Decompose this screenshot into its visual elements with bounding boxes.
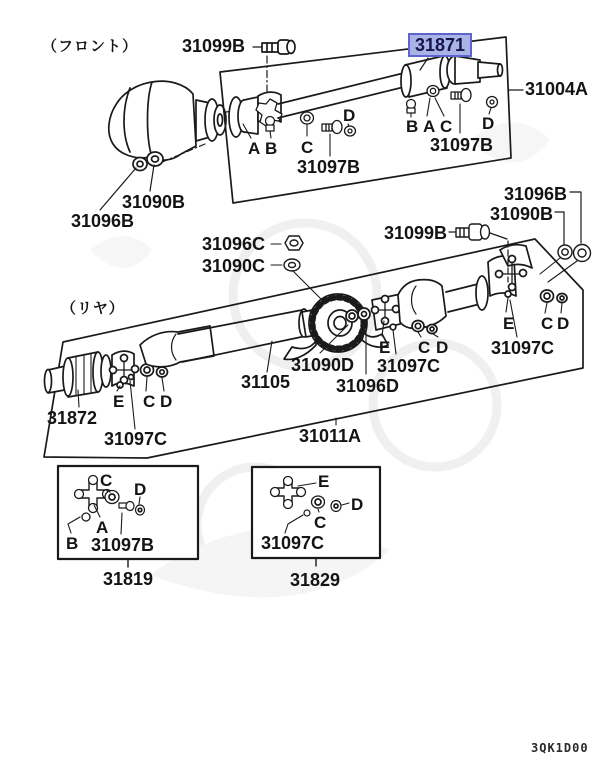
ref-letter-d-rear-mid: D <box>436 338 449 357</box>
ref-letter-b-front-right: B <box>406 117 419 136</box>
ref-letter-c-front-right: C <box>440 117 453 136</box>
part-label-31096b-left: 31096B <box>71 211 135 231</box>
part-label-31097b-box31819: 31097B <box>91 535 155 555</box>
ref-letter-d-front-right: D <box>482 114 495 133</box>
ref-letter-b-front-left: B <box>265 139 278 158</box>
ref-letter-c-rear-right: C <box>541 314 554 333</box>
ref-letter-d-box31829: D <box>351 495 364 514</box>
part-label-31097c-rear-left: 31097C <box>104 429 168 449</box>
part-label-31097b-front-left: 31097B <box>297 157 361 177</box>
ref-letter-e-rear-right: E <box>503 314 515 333</box>
ref-letter-a-box31819: A <box>96 518 109 537</box>
ref-letter-a-front-right: A <box>423 117 436 136</box>
part-label-31097b-front-right: 31097B <box>430 135 494 155</box>
ref-letter-d-rear-left: D <box>160 392 173 411</box>
part-label-31097c-rear-right: 31097C <box>491 338 555 358</box>
part-label-31096d: 31096D <box>336 376 400 396</box>
part-label-31090d: 31090D <box>291 355 355 375</box>
ref-letter-d-box31819: D <box>134 480 147 499</box>
ref-letter-c-box31819: C <box>100 471 113 490</box>
part-label-31090b-left: 31090B <box>122 192 186 212</box>
ref-letter-b-box31819: B <box>66 534 79 553</box>
ref-letter-c-rear-left: C <box>143 392 156 411</box>
front-section-caption: （フロント） <box>42 38 139 55</box>
part-label-31096c: 31096C <box>202 234 266 254</box>
ref-letter-e-box31829: E <box>318 472 330 491</box>
part-label-31871-highlighted[interactable]: 31871 <box>408 33 472 57</box>
part-label-31090b-right: 31090B <box>490 204 554 224</box>
ref-letter-e-rear-mid: E <box>379 338 391 357</box>
part-label-31099b-rear: 31099B <box>384 223 448 243</box>
nut-31096c-icon <box>271 236 303 250</box>
part-label-31090c: 31090C <box>202 256 266 276</box>
ref-letter-c-front-left: C <box>301 138 314 157</box>
part-label-31097c-box31829: 31097C <box>261 533 325 553</box>
part-label-31872: 31872 <box>47 408 98 428</box>
part-label-31819: 31819 <box>103 569 154 589</box>
part-label-31004a: 31004A <box>525 79 589 99</box>
rear-section-caption: （リヤ） <box>61 300 125 317</box>
part-label-31096b-right: 31096B <box>504 184 568 204</box>
drawing-code: 3QK1D00 <box>531 741 589 755</box>
ref-letter-a-front-left: A <box>248 139 261 158</box>
ref-letter-d-front-left: D <box>343 106 356 125</box>
part-label-31011a: 31011A <box>299 426 362 446</box>
part-label-31099b-front: 31099B <box>182 36 246 56</box>
ref-letter-c-rear-mid: C <box>418 338 431 357</box>
ref-letter-c-box31829: C <box>314 513 327 532</box>
part-label-31097c-rear-mid: 31097C <box>377 356 441 376</box>
part-label-31829: 31829 <box>290 570 341 590</box>
part-label-31105: 31105 <box>241 372 291 392</box>
ref-letter-e-rear-left: E <box>113 392 125 411</box>
ref-letter-d-rear-right: D <box>557 314 570 333</box>
